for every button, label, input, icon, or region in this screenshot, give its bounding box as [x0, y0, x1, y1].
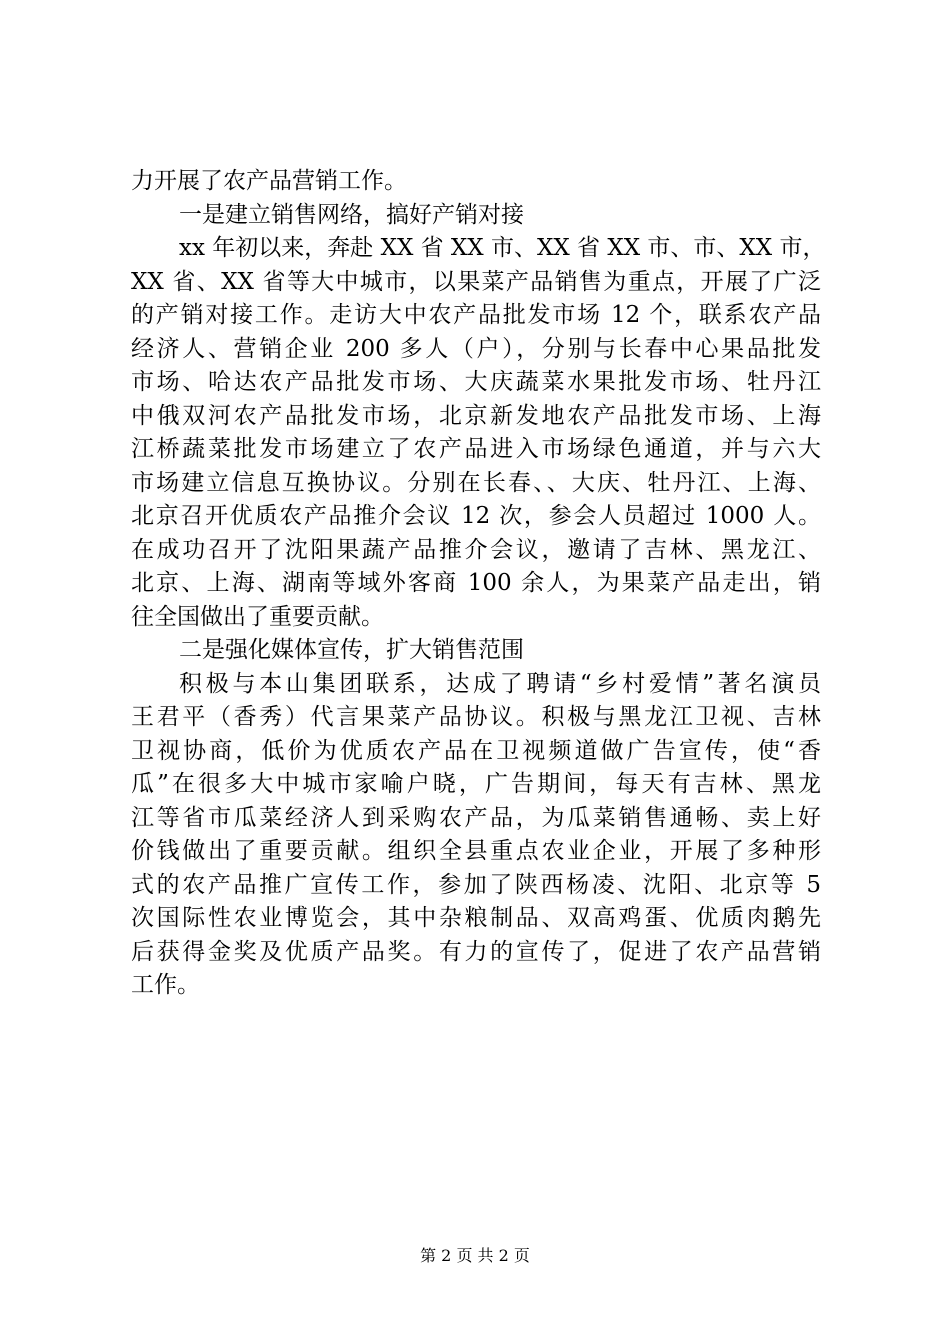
text-line: 王君平（香秀）代言果菜产品协议。积极与黑龙江卫视、吉林: [131, 704, 821, 730]
text-line: xx 年初以来，奔赴 XX 省 XX 市、XX 省 XX 市、市、XX 市，: [179, 235, 826, 261]
text-line: 中俄双河农产品批发市场，北京新发地农产品批发市场、上海: [131, 402, 821, 429]
text-line: 经济人、营销企业 200 多人（户），分别与长春中心果品批发: [131, 335, 821, 362]
text-line: 在成功召开了沈阳果蔬产品推介会议，邀请了吉林、黑龙江、: [131, 536, 821, 563]
document-body: [131, 165, 826, 1003]
text-line: 力开展了农产品营销工作。: [131, 168, 407, 194]
text-line: 市场、哈达农产品批发市场、大庆蔬菜水果批发市场、牡丹江: [131, 369, 821, 395]
text-line: 价钱做出了重要贡献。组织全县重点农业企业，开展了多种形: [131, 838, 821, 864]
text-line: 积极与本山集团联系，达成了聘请“乡村爱情”著名演员: [179, 670, 821, 697]
text-line: 二是强化媒体宣传，扩大销售范围: [179, 637, 524, 663]
text-line: 卫视协商，低价为优质农产品在卫视频道做广告宣传，使“香: [131, 737, 821, 764]
text-line: 北京、上海、湖南等域外客商 100 余人，为果菜产品走出，销: [131, 570, 821, 596]
text-line: 一是建立销售网络，搞好产销对接: [179, 201, 524, 228]
text-line: 市场建立信息互换协议。分别在长春、、大庆、牡丹江、上海、: [131, 469, 821, 496]
text-line: 次国际性农业博览会，其中杂粮制品、双高鸡蛋、优质肉鹅先: [131, 905, 821, 931]
text-line: 的产销对接工作。走访大中农产品批发市场 12 个，联系农产品: [131, 302, 821, 328]
text-line: 江桥蔬菜批发市场建立了农产品进入市场绿色通道，并与六大: [131, 436, 821, 462]
text-line: 式的农产品推广宣传工作，参加了陕西杨凌、沈阳、北京等 5: [131, 871, 821, 898]
text-line: 后获得金奖及优质产品奖。有力的宣传了，促进了农产品营销: [131, 938, 821, 965]
text-line: 往全国做出了重要贡献。: [131, 603, 384, 630]
page-footer: 第 2 页 共 2 页: [420, 1246, 530, 1265]
text-line: 工作。: [131, 972, 200, 998]
text-line: 瓜”在很多大中城市家喻户晓，广告期间，每天有吉林、黑龙: [131, 771, 821, 797]
text-line: 北京召开优质农产品推介会议 12 次，参会人员超过 1000 人。: [131, 503, 821, 529]
text-line: 江等省市瓜菜经济人到采购农产品，为瓜菜销售通畅、卖上好: [131, 804, 821, 831]
text-line: XX 省、XX 省等大中城市，以果菜产品销售为重点，开展了广泛: [131, 268, 821, 295]
